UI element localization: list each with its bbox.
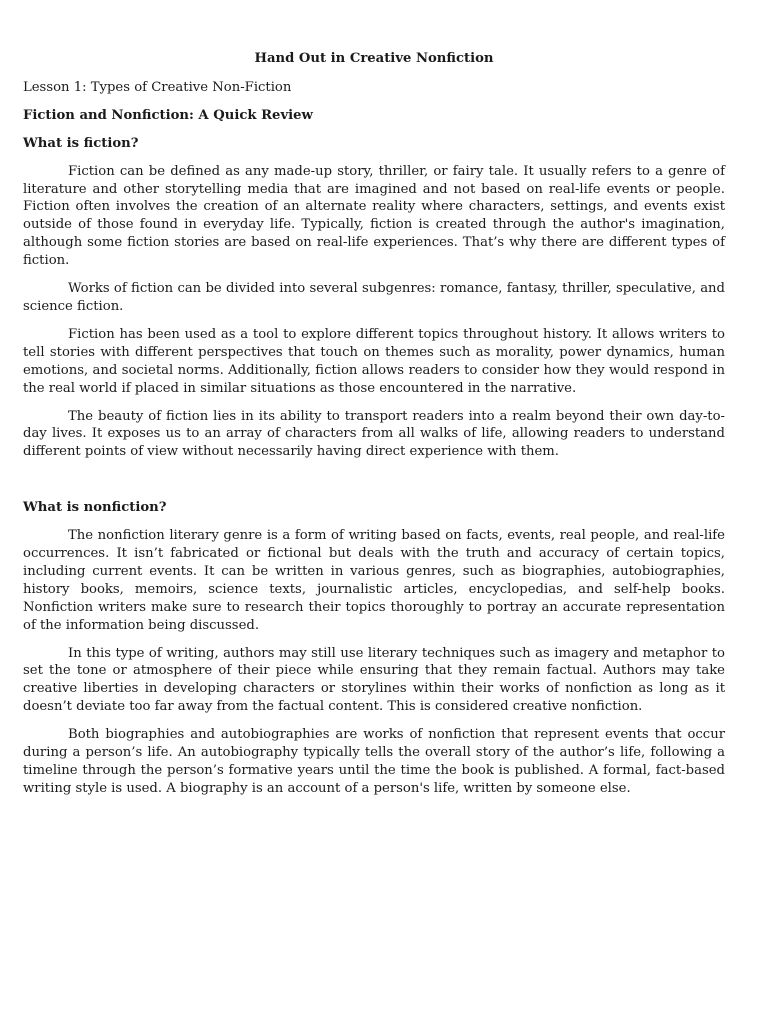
fiction-paragraph: Works of fiction can be divided into several subgenres: romance, fantasy, thriller, speculative, and science fiction. (23, 281, 725, 314)
nonfiction-paragraph: The nonfiction literary genre is a form of writing based on facts, events, real people, and real-life occurrences. It isn’t fabricated or fictional but deals with the truth and accuracy of certain topics, including current events. It can be written in various genres, such as biographies, autobiographies, history books, memoirs, science texts, journalistic articles, encyclopedias, and self-help books. Nonfiction writers make sure to research their topics thoroughly to portray an accurate representation of the information being discussed. (23, 528, 725, 633)
document-page (23, 47, 725, 808)
review-heading: Fiction and Nonfiction: A Quick Review (23, 107, 313, 123)
fiction-heading: What is fiction? (23, 135, 139, 151)
nonfiction-heading: What is nonfiction? (23, 500, 167, 516)
nonfiction-paragraph: In this type of writing, authors may still use literary techniques such as imagery and metaphor to set the tone or atmosphere of their piece while ensuring that they remain factual. Authors may take creative liberties in developing characters or storylines within their works of nonfiction as long as it doesn’t deviate too far away from the factual content. This is considered creative nonfiction. (23, 645, 725, 715)
nonfiction-paragraph: Both biographies and autobiographies are works of nonfiction that represent events that occur during a person’s life. An autobiography typically tells the overall story of the author’s life, following a timeline through the person’s formative years until the time the book is published. A formal, fact-based writing style is used. A biography is an account of a person's life, written by someone else. (23, 727, 725, 796)
section-spacer (23, 471, 725, 499)
fiction-paragraph: The beauty of fiction lies in its ability to transport readers into a realm beyond their own day-to-day lives. It exposes us to an array of characters from all walks of life, allowing readers to understand different points of view without necessarily having direct experience with them. (23, 408, 725, 460)
lesson-line: Lesson 1: Types of Creative Non-Fiction (23, 79, 292, 95)
fiction-paragraph: Fiction can be defined as any made-up story, thriller, or fairy tale. It usually refers to a genre of literature and other storytelling media that are imagined and not based on real-life events or people. Fiction often involves the creation of an alternate reality where characters, settings, and events exist outside of those found in everyday life. Typically, fiction is created through the author's imagination, although some fiction stories are based on real-life experiences. That’s why there are different types of fiction. (23, 163, 725, 269)
fiction-paragraph: Fiction has been used as a tool to explore different topics throughout history. It allows writers to tell stories with different perspectives that touch on themes such as morality, power dynamics, human emotions, and societal norms. Additionally, fiction allows readers to consider how they would respond in the real world if placed in similar situations as those encountered in the narrative. (23, 326, 725, 396)
document-title: Hand Out in Creative Nonfiction (254, 51, 494, 66)
